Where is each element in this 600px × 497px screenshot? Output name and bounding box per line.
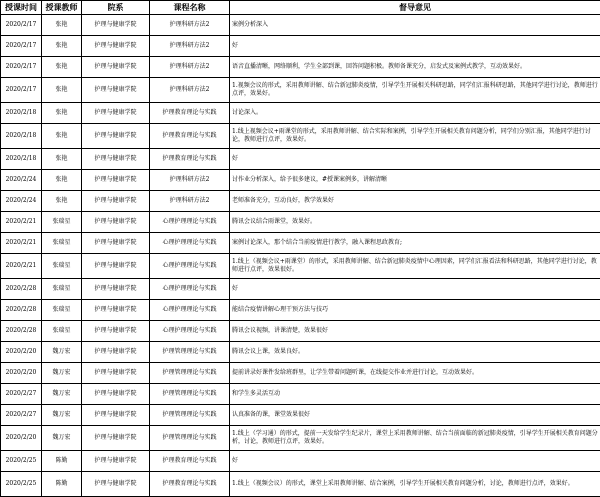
cell-teacher: 张瑞星 — [42, 300, 82, 321]
cell-date: 2020/2/25 — [1, 472, 42, 497]
cell-date: 2020/2/27 — [1, 384, 42, 405]
cell-teacher: 张艳 — [42, 170, 82, 191]
cell-teacher: 魏万宏 — [42, 342, 82, 363]
cell-comment: 语音直播清晰，网络顺利，学生全部到课，回答问题积极。教师备课充分，启发式及案例式教学，互动效果好。 — [230, 57, 600, 78]
cell-teacher: 张艳 — [42, 191, 82, 212]
table-row — [1, 321, 600, 342]
cell-teacher: 张艳 — [42, 149, 82, 170]
cell-date: 2020/2/24 — [1, 191, 42, 212]
cell-course: 护理管理理论与实践 — [150, 426, 230, 451]
cell-department: 护理与健康学院 — [82, 384, 150, 405]
table-row — [1, 405, 600, 426]
cell-department: 护理与健康学院 — [82, 451, 150, 472]
table-row — [1, 233, 600, 254]
cell-course: 护理科研方法2 — [150, 78, 230, 103]
cell-date: 2020/2/17 — [1, 15, 42, 36]
cell-course: 护理科研方法2 — [150, 57, 230, 78]
cell-date: 2020/2/20 — [1, 363, 42, 384]
table-row — [1, 15, 600, 36]
cell-comment: 老师准备充分，互动良好，教学效果好 — [230, 191, 600, 212]
table-row — [1, 363, 600, 384]
cell-date: 2020/2/20 — [1, 426, 42, 451]
cell-course: 心理护理理论与实践 — [150, 212, 230, 233]
table-row — [1, 57, 600, 78]
cell-department: 护理与健康学院 — [82, 78, 150, 103]
cell-date: 2020/2/21 — [1, 212, 42, 233]
cell-department: 护理与健康学院 — [82, 15, 150, 36]
cell-teacher: 魏万宏 — [42, 363, 82, 384]
table-row — [1, 212, 600, 233]
cell-comment: 好 — [230, 149, 600, 170]
cell-date: 2020/2/18 — [1, 149, 42, 170]
table-row — [1, 426, 600, 451]
cell-department: 护理与健康学院 — [82, 300, 150, 321]
cell-comment: 1.线上（学习通）的形式，提前一天发给学生纪录片，课堂上采用教师讲解、结合当前面临的新冠肺炎疫情，引导学生开展相关教育问题分析，讨论，教师进行点评，效果好。 — [230, 426, 600, 451]
cell-teacher: 陈勤 — [42, 451, 82, 472]
cell-teacher: 张瑞星 — [42, 212, 82, 233]
cell-comment: 1.线上（视频会议）的形式，课堂上采用教师讲解、结合案例，引导学生开展相关教育问题分析，讨论，教师进行点评，效果好。 — [230, 472, 600, 497]
cell-department: 护理与健康学院 — [82, 426, 150, 451]
cell-date: 2020/2/20 — [1, 342, 42, 363]
cell-comment: 好 — [230, 279, 600, 300]
cell-department: 护理与健康学院 — [82, 472, 150, 497]
cell-department: 护理与健康学院 — [82, 212, 150, 233]
cell-teacher: 张艳 — [42, 78, 82, 103]
cell-course: 护理教育理论与实践 — [150, 124, 230, 149]
cell-comment: 1.线上（视频会议+雨课堂）的形式，采用教师讲解、结合新冠肺炎疫情中心理因素，同学们汇报看法和科研思路，其他同学进行讨论，教师进行点评，效果很好。 — [230, 254, 600, 279]
table-row — [1, 451, 600, 472]
table-row — [1, 384, 600, 405]
cell-course: 护理教育理论与实践 — [150, 103, 230, 124]
cell-date: 2020/2/17 — [1, 78, 42, 103]
cell-date: 2020/2/18 — [1, 103, 42, 124]
cell-comment: 好 — [230, 36, 600, 57]
cell-date: 2020/2/27 — [1, 405, 42, 426]
cell-course: 心理护理理论与实践 — [150, 300, 230, 321]
table-row — [1, 300, 600, 321]
cell-department: 护理与健康学院 — [82, 233, 150, 254]
table-row — [1, 191, 600, 212]
cell-course: 护理科研方法2 — [150, 36, 230, 57]
table-row — [1, 149, 600, 170]
cell-course: 护理管理理论与实践 — [150, 363, 230, 384]
header-department: 院系 — [82, 1, 150, 15]
table-row — [1, 254, 600, 279]
header-course: 课程名称 — [150, 1, 230, 15]
cell-comment: 案例分析深入 — [230, 15, 600, 36]
cell-department: 护理与健康学院 — [82, 170, 150, 191]
cell-date: 2020/2/28 — [1, 279, 42, 300]
cell-comment: 腾讯会议上课，效果良好。 — [230, 342, 600, 363]
cell-course: 护理科研方法2 — [150, 170, 230, 191]
cell-course: 心理护理理论与实践 — [150, 321, 230, 342]
table-row — [1, 170, 600, 191]
table-row — [1, 36, 600, 57]
cell-comment: 认真准备的课，课堂效果很好 — [230, 405, 600, 426]
table-row — [1, 78, 600, 103]
cell-course: 心理护理理论与实践 — [150, 254, 230, 279]
header-comment: 督导意见 — [230, 1, 600, 15]
cell-course: 护理管理理论与实践 — [150, 384, 230, 405]
cell-teacher: 张瑞星 — [42, 279, 82, 300]
cell-teacher: 陈勤 — [42, 472, 82, 497]
cell-date: 2020/2/18 — [1, 124, 42, 149]
cell-department: 护理与健康学院 — [82, 124, 150, 149]
cell-course: 护理管理理论与实践 — [150, 342, 230, 363]
cell-course: 护理教育理论与实践 — [150, 149, 230, 170]
cell-teacher: 张艳 — [42, 124, 82, 149]
cell-teacher: 张艳 — [42, 57, 82, 78]
header-teacher: 授课教师 — [42, 1, 82, 15]
cell-department: 护理与健康学院 — [82, 36, 150, 57]
table-body — [1, 15, 600, 497]
cell-course: 心理护理理论与实践 — [150, 279, 230, 300]
cell-comment: 提前讲录好课件发给班群里，让学生带着问题听课，在线提交作业并进行讨论，互动效果好。 — [230, 363, 600, 384]
cell-department: 护理与健康学院 — [82, 191, 150, 212]
cell-comment: 腾讯会议结合雨课堂，效果好。 — [230, 212, 600, 233]
cell-comment: 讨论深入。 — [230, 103, 600, 124]
cell-department: 护理与健康学院 — [82, 342, 150, 363]
table-row — [1, 342, 600, 363]
cell-date: 2020/2/21 — [1, 254, 42, 279]
cell-date: 2020/2/25 — [1, 451, 42, 472]
cell-department: 护理与健康学院 — [82, 279, 150, 300]
cell-department: 护理与健康学院 — [82, 254, 150, 279]
cell-comment: 讨作业分析深入，给予很多建议，#授课案例多，讲解清晰 — [230, 170, 600, 191]
cell-date: 2020/2/17 — [1, 36, 42, 57]
cell-teacher: 张瑞星 — [42, 321, 82, 342]
cell-teacher: 魏万宏 — [42, 405, 82, 426]
cell-comment: 好 — [230, 451, 600, 472]
cell-comment: 1.视频会议的形式，采用教师讲解、结合新冠肺炎疫情，引导学生开展相关科研思路，同学们汇报科研思路，其他同学进行讨论，教师进行点评，效果好。 — [230, 78, 600, 103]
cell-course: 护理科研方法2 — [150, 15, 230, 36]
cell-date: 2020/2/28 — [1, 321, 42, 342]
table-row — [1, 279, 600, 300]
cell-date: 2020/2/24 — [1, 170, 42, 191]
cell-course: 护理教育理论与实践 — [150, 472, 230, 497]
cell-course: 护理教育理论与实践 — [150, 451, 230, 472]
header-row — [1, 1, 600, 15]
cell-date: 2020/2/17 — [1, 57, 42, 78]
cell-department: 护理与健康学院 — [82, 363, 150, 384]
cell-comment: 和学生多灵活互动 — [230, 384, 600, 405]
cell-course: 护理科研方法2 — [150, 191, 230, 212]
cell-teacher: 魏万宏 — [42, 426, 82, 451]
table-row — [1, 103, 600, 124]
cell-course: 心理护理理论与实践 — [150, 233, 230, 254]
cell-date: 2020/2/21 — [1, 233, 42, 254]
table-row — [1, 124, 600, 149]
cell-department: 护理与健康学院 — [82, 321, 150, 342]
cell-teacher: 魏万宏 — [42, 384, 82, 405]
cell-teacher: 张艳 — [42, 103, 82, 124]
cell-teacher: 张艳 — [42, 36, 82, 57]
cell-department: 护理与健康学院 — [82, 405, 150, 426]
cell-comment: 能结合疫情讲解心理干预方法与技巧 — [230, 300, 600, 321]
cell-department: 护理与健康学院 — [82, 57, 150, 78]
cell-course: 护理管理理论与实践 — [150, 405, 230, 426]
cell-comment: 案例讨论深入，那个结合当前疫情进行教学，融入课程思政教育; — [230, 233, 600, 254]
table-row — [1, 472, 600, 497]
cell-teacher: 张瑞星 — [42, 233, 82, 254]
cell-department: 护理与健康学院 — [82, 103, 150, 124]
cell-teacher: 张瑞星 — [42, 254, 82, 279]
cell-comment: 1.线上视频会议+雨课堂的形式，采用教师讲解、结合实际和案例，引导学生开展相关教育问题分析，同学们分别汇报，其他同学进行讨论，教师进行点评，效果好。 — [230, 124, 600, 149]
cell-department: 护理与健康学院 — [82, 149, 150, 170]
header-date: 授课时间 — [1, 1, 42, 15]
cell-teacher: 张艳 — [42, 15, 82, 36]
cell-date: 2020/2/28 — [1, 300, 42, 321]
cell-comment: 腾讯会议视频，讲课清楚，效果很好 — [230, 321, 600, 342]
